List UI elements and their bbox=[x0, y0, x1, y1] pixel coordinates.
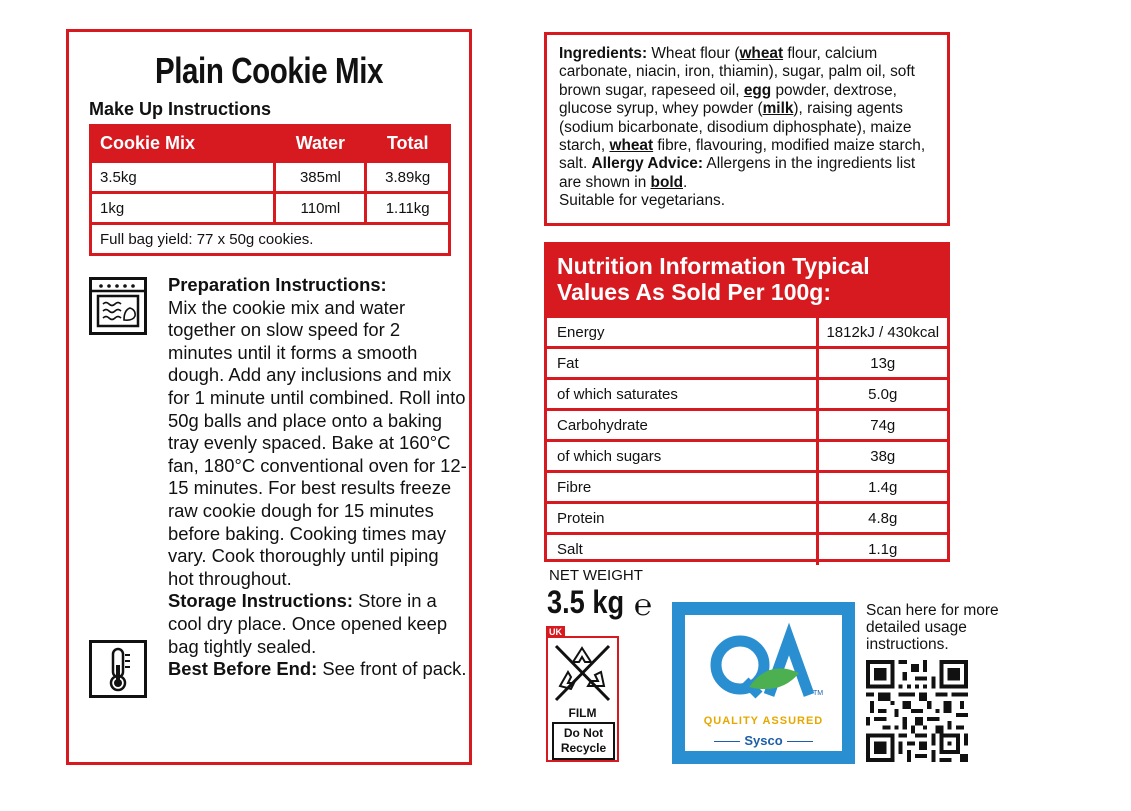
ingredients-text: fibre, flavouring, modified maize starch, salt. bbox=[559, 137, 926, 173]
ingredients-panel bbox=[544, 32, 950, 226]
ingredients-text: Allergens in the ingredients list are shown in bbox=[559, 155, 916, 191]
allergen: wheat bbox=[739, 45, 784, 62]
net-weight-value: 3.5 kg bbox=[547, 584, 625, 620]
table-row bbox=[547, 410, 947, 441]
cell-water: 385ml bbox=[275, 162, 366, 193]
recycle-line-1: Do Not bbox=[563, 726, 604, 740]
cell-mix: 1kg bbox=[91, 193, 275, 224]
quality-assured-text: QUALITY ASSURED bbox=[703, 715, 824, 727]
vegetarian-note: Suitable for vegetarians. bbox=[559, 192, 725, 210]
nutrient-value: 1.1g bbox=[817, 534, 947, 565]
qr-code-icon[interactable] bbox=[866, 660, 968, 762]
nutrient-value: 1812kJ / 430kcal bbox=[817, 317, 947, 348]
allergen: bold bbox=[650, 173, 684, 191]
do-not-recycle-box bbox=[552, 722, 615, 760]
recycle-line-2: Recycle bbox=[560, 741, 607, 755]
table-row bbox=[91, 193, 450, 224]
table-row bbox=[547, 348, 947, 379]
cell-water: 110ml bbox=[275, 193, 366, 224]
allergen: milk bbox=[762, 100, 794, 118]
ingredients-text: . bbox=[683, 173, 688, 191]
cell-mix: 3.5kg bbox=[91, 162, 275, 193]
oven-icon bbox=[89, 277, 147, 335]
quality-assured-badge bbox=[672, 602, 855, 764]
ingredients-text: ), raising agents (sodium bicarbonate, disodium diphosphate), maize starch, bbox=[559, 100, 912, 155]
ingredients-text: powder, dextrose, glucose syrup, whey powder ( bbox=[559, 81, 897, 118]
bbe-body: See front of pack. bbox=[317, 658, 467, 680]
nutrient-value: 5.0g bbox=[817, 379, 947, 410]
nutrient-name: of which sugars bbox=[547, 441, 817, 472]
table-row bbox=[547, 441, 947, 472]
cell-total: 3.89kg bbox=[366, 162, 450, 193]
header-water: Water bbox=[275, 126, 366, 162]
ingredients-text: flour, calcium carbonate, niacin, iron, thiamin), sugar, palm oil, soft brown sugar, rapeseed oil, bbox=[559, 45, 915, 99]
prep-body: Mix the cookie mix and water together on slow speed for 2 minutes until it forms a smooth dough. Add any inclusions and mix for 1 minute until combined. Roll into 50g balls and place onto a baking tray evenly spaced. Bake at 160°C fan, 180°C conventional oven for 12-15 minutes. For best results freeze raw cookie dough for 15 minutes before baking. Cooking times may vary. Cook thoroughly until piping hot throughout. bbox=[168, 296, 467, 589]
sysco-brand bbox=[685, 733, 842, 748]
recycle-material: FILM bbox=[568, 706, 597, 720]
nutrient-value: 1.4g bbox=[817, 472, 947, 503]
nutrient-name: Energy bbox=[547, 317, 817, 348]
net-weight-label: NET WEIGHT bbox=[549, 567, 643, 584]
table-row bbox=[547, 503, 947, 534]
table-row bbox=[91, 162, 450, 193]
nutrition-panel bbox=[544, 242, 950, 562]
nutrition-heading: Nutrition Information Typical Values As Sold Per 100g: bbox=[547, 245, 947, 315]
nutrient-name: Fat bbox=[547, 348, 817, 379]
header-cookie-mix: Cookie Mix bbox=[91, 126, 275, 162]
make-up-heading: Make Up Instructions bbox=[89, 99, 272, 119]
qa-tm: TM bbox=[813, 690, 824, 697]
allergen: egg bbox=[743, 81, 772, 99]
preparation-panel bbox=[66, 29, 472, 765]
bbe-heading: Best Before End: bbox=[168, 658, 318, 680]
qa-logo-icon bbox=[685, 619, 842, 715]
ingredients-text: Wheat flour ( bbox=[647, 45, 740, 62]
nutrient-name: of which saturates bbox=[547, 379, 817, 410]
table-row bbox=[547, 317, 947, 348]
nutrient-value: 13g bbox=[817, 348, 947, 379]
nutrient-value: 4.8g bbox=[817, 503, 947, 534]
table-header-row bbox=[91, 126, 450, 162]
nutrient-name: Fibre bbox=[547, 472, 817, 503]
nutrient-name: Carbohydrate bbox=[547, 410, 817, 441]
yield-cell: Full bag yield: 77 x 50g cookies. bbox=[91, 224, 450, 255]
scan-instructions: Scan here for more detailed usage instructions. bbox=[866, 602, 999, 653]
make-up-table bbox=[89, 124, 451, 256]
storage-body: Store in a cool dry place. Once opened keep bag tightly sealed. bbox=[168, 590, 448, 657]
crossed-recycle-icon bbox=[548, 640, 617, 706]
sysco-text: Sysco bbox=[744, 733, 783, 748]
prep-heading: Preparation Instructions: bbox=[168, 274, 387, 295]
nutrition-table bbox=[547, 315, 947, 565]
recycle-region: UK bbox=[546, 626, 565, 638]
table-row bbox=[547, 534, 947, 565]
nutrient-name: Salt bbox=[547, 534, 817, 565]
qa-inner bbox=[682, 612, 845, 754]
product-title: Plain Cookie Mix bbox=[154, 50, 384, 91]
cell-total: 1.11kg bbox=[366, 193, 450, 224]
storage-heading: Storage Instructions: bbox=[168, 590, 353, 612]
nutrient-value: 38g bbox=[817, 441, 947, 472]
header-total: Total bbox=[366, 126, 450, 162]
thermometer-icon bbox=[89, 640, 147, 698]
recycling-label bbox=[546, 627, 619, 762]
allergy-advice-label: Allergy Advice: bbox=[591, 155, 703, 173]
ingredients-label: Ingredients: bbox=[559, 45, 648, 62]
allergen: wheat bbox=[609, 137, 654, 155]
instructions-text bbox=[168, 274, 468, 681]
e-mark-icon: ℮ bbox=[634, 588, 653, 623]
nutrient-value: 74g bbox=[817, 410, 947, 441]
table-row bbox=[547, 472, 947, 503]
nutrient-name: Protein bbox=[547, 503, 817, 534]
table-row bbox=[547, 379, 947, 410]
table-row bbox=[91, 224, 450, 255]
